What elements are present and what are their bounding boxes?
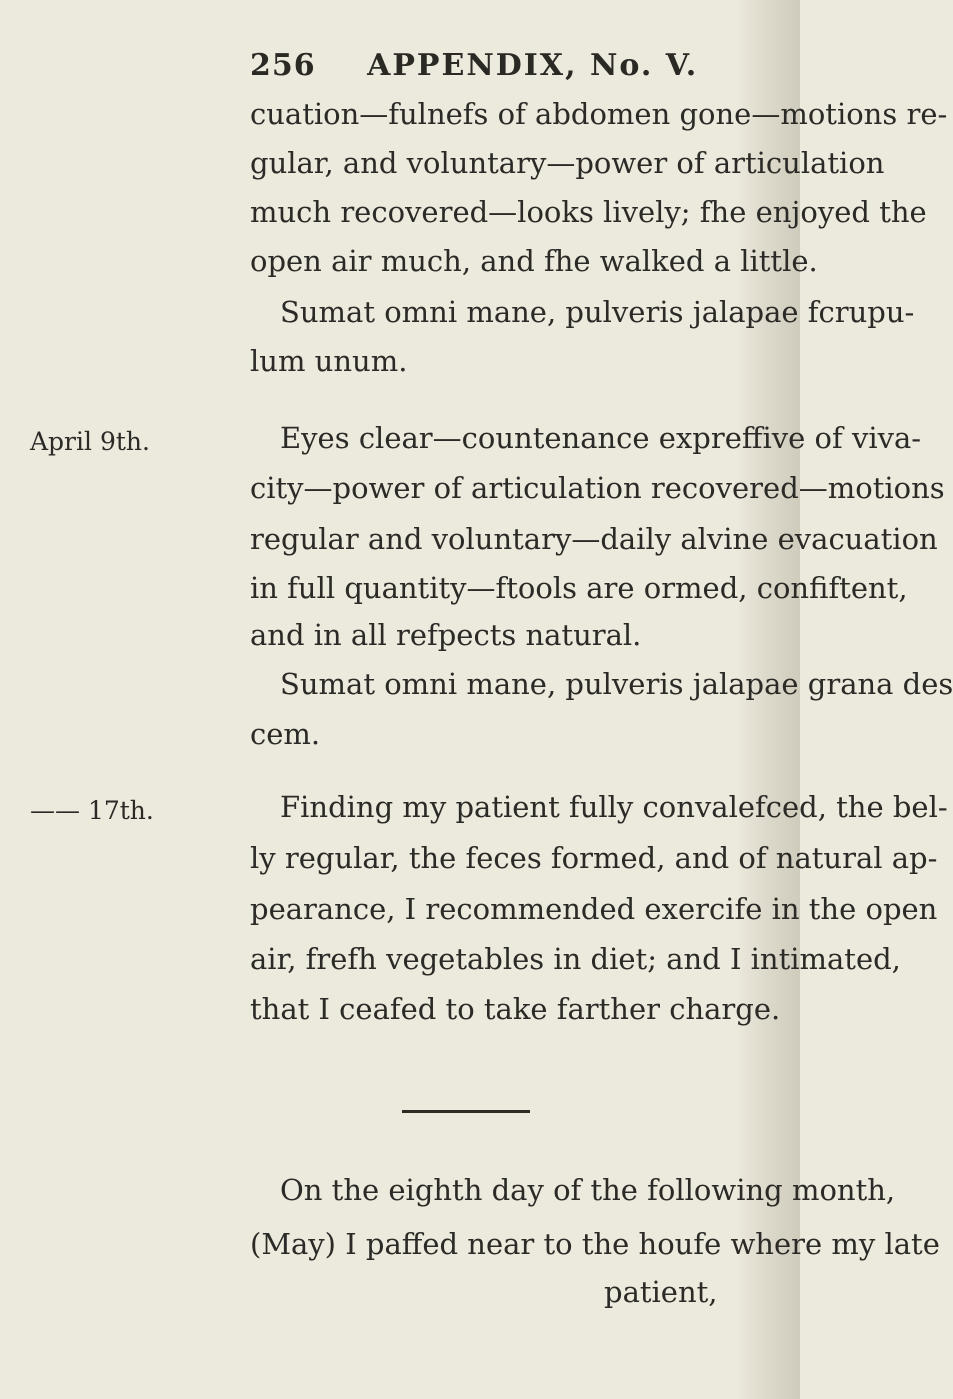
section-divider [402,1110,530,1113]
page-header [250,48,698,83]
text-line: (May) I paffed near to the houfe where my late [250,1227,940,1261]
text-line: open air much, and fhe walked a little. [250,244,818,278]
running-head: APPENDIX, No. V. [367,48,699,83]
catchword: patient, [604,1275,718,1309]
text-line: in full quantity—ftools are ormed, confiftent, [250,571,908,605]
text-line: air, frefh vegetables in diet; and I intimated, [250,942,901,976]
text-line: cuation—fulnefs of abdomen gone—motions re- [250,97,948,131]
text-line: much recovered—looks lively; fhe enjoyed the [250,195,927,229]
text-line: gular, and voluntary—power of articulation [250,146,885,180]
text-line: Eyes clear—countenance expreffive of viva- [280,421,922,455]
text-line: city—power of articulation recovered—motions [250,471,945,505]
margin-date: —— 17th. [30,796,154,825]
text-line: regular and voluntary—daily alvine evacuation [250,522,938,556]
text-line: lum unum. [250,344,408,378]
text-line: cem. [250,717,321,751]
text-line: and in all refpects natural. [250,618,642,652]
page-number: 256 [250,48,316,83]
text-line: On the eighth day of the following month, [280,1173,896,1207]
text-line: Sumat omni mane, pulveris jalapae grana des [280,667,953,701]
text-line: Sumat omni mane, pulveris jalapae fcrupu- [280,295,915,329]
margin-date: April 9th. [30,427,150,456]
text-line: ly regular, the feces formed, and of natural ap- [250,841,938,875]
text-line: pearance, I recommended exercife in the open [250,892,938,926]
text-line: Finding my patient fully convalefced, the bel- [280,790,948,824]
text-line: that I ceafed to take farther charge. [250,992,781,1026]
